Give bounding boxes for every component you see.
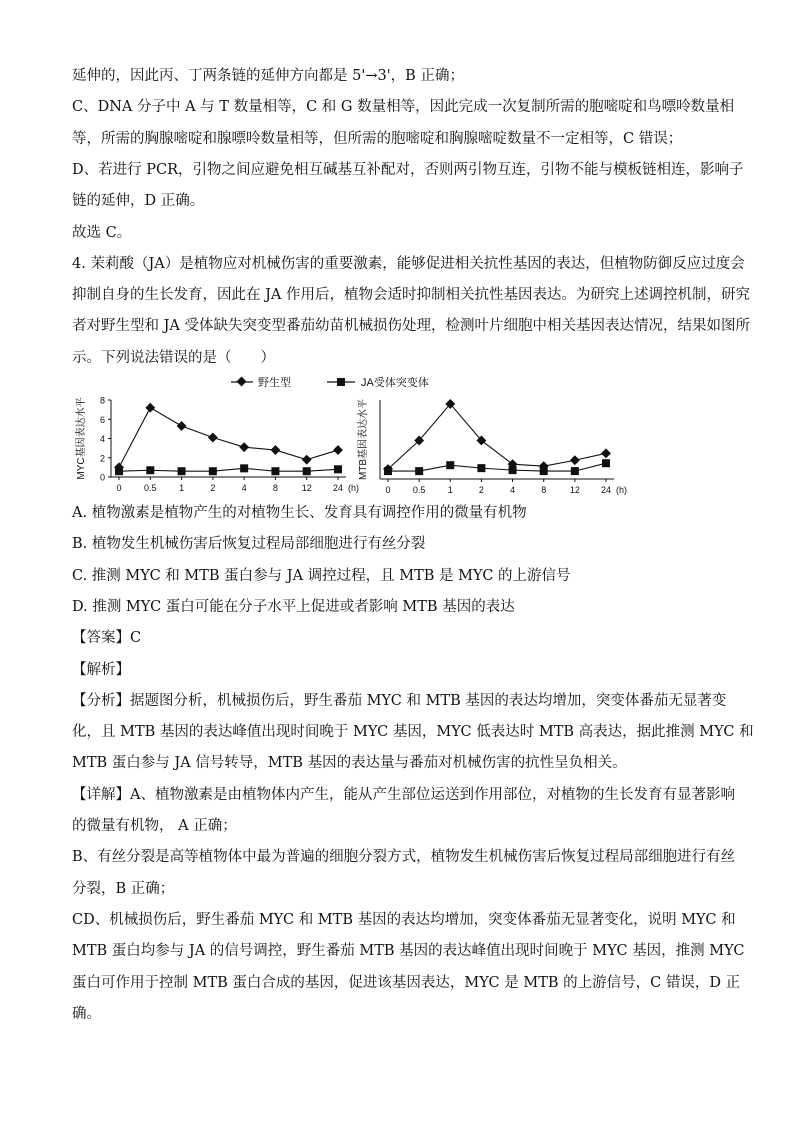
text-line: 等，所需的胸腺嘧啶和腺嘌呤数量相等，但所需的胞嘧啶和胸腺嘧啶数量不一定相等，C 错误； [72,130,683,147]
x-tick-label: 0.5 [144,483,157,493]
text-line: 示。下列说法错误的是（ ） [72,349,275,366]
text-line: 延伸的，因此丙、丁两条链的延伸方向都是 5'→3'，B 正确； [72,68,464,84]
mutant-point [477,464,485,472]
y-tick-label: 4 [99,434,105,444]
x-tick-label: 12 [569,485,580,495]
y-axis-label: MTB基因表达水平 [358,398,369,481]
text-line: 链的延伸，D 正确。 [72,193,205,210]
x-tick-label: 4 [510,485,516,495]
wild-type-point [333,445,343,455]
x-unit-label: (h) [616,485,627,495]
mutant-point [571,467,579,475]
mutant-point [334,465,342,473]
x-tick-label: 0 [116,483,122,493]
mutant-point [240,464,248,472]
x-tick-label: 0 [385,485,391,495]
mutant-point [271,467,279,475]
mutant-point [384,467,392,475]
x-tick-label: 2 [210,483,216,493]
y-tick-label: 0 [99,472,105,483]
y-axis-label: MYC基因表达水平 [76,397,87,480]
legend-mutant-marker-icon [337,378,345,386]
text-line: 抑制自身的生长发育，因此在 JA 作用后，植物会适时抑制相关抗性基因表达。为研究上述调控机制，研究 [72,287,750,304]
x-tick-label: 1 [447,485,453,495]
wild-type-point [177,421,187,431]
text-line: 者对野生型和 JA 受体缺失突变型番茄幼苗机械损伤处理，检测叶片细胞中相关基因表达情况，结果如图所 [72,318,750,335]
y-tick-label: 6 [99,414,105,425]
mutant-point [446,461,454,469]
text-line: 确。 [72,1005,101,1022]
mutant-point [415,467,423,475]
text-line: C、DNA 分子中 A 与 T 数量相等，C 和 G 数量相等，因此完成一次复制所需的胞嘧啶和鸟嘌呤数量相 [72,99,735,116]
text-line: CD、机械损伤后，野生番茄 MYC 和 MTB 基因的表达均增加，突变体番茄无显著变化，说明 MYC 和 [72,911,736,928]
text-line: B. 植物发生机械伤害后恢复过程局部细胞进行有丝分裂 [72,536,426,553]
legend-mutant-label: JA受体突变体 [361,377,429,389]
x-tick-label: 4 [241,483,247,493]
wild-type-point [270,445,280,455]
text-line: A. 植物激素是植物产生的对植物生长、发育具有调控作用的微量有机物 [72,505,527,521]
mutant-point [115,467,123,475]
text-line: 4. 茉莉酸（JA）是植物应对机械伤害的重要激素，能够促进相关抗性基因的表达，但植物防御反应过度会 [72,255,745,272]
x-tick-label: 8 [272,483,278,493]
myc-expression-chart [72,390,362,500]
x-tick-label: 12 [301,483,312,493]
text-line: 分裂，B 正确； [72,880,175,897]
text-line: 蛋白可作用于控制 MTB 蛋白合成的基因，促进该基因表达，MYC 是 MTB 的上游信号，C 错误，D 正 [72,974,741,991]
legend-wild-label: 野生型 [258,377,291,389]
text-line: D、若进行 PCR，引物之间应避免相互碱基互补配对，否则两引物互连，引物不能与模板链相连，影响子 [72,161,744,178]
y-tick-label: 8 [99,395,105,406]
chart-legend [225,372,485,392]
wild-type-point [145,403,155,413]
mutant-point [209,467,217,475]
text-line: 【解析】 [72,661,130,678]
mtb-expression-chart [352,390,632,500]
mutant-point [146,466,154,474]
text-line: 的微量有机物， A 正确； [72,818,237,834]
y-tick-label: 2 [99,453,105,464]
wild-type-point [601,448,611,458]
text-line: 【答案】C [72,630,142,647]
x-tick-label: 1 [179,483,185,493]
text-line: 【详解】A、植物激素是由植物体内产生，能从产生部位运送到作用部位，对植物的生长发育有显著影响 [72,786,735,803]
wild-type-point [239,442,249,452]
mutant-point [303,467,311,475]
mutant-point [540,467,548,475]
text-line: C. 推测 MYC 和 MTB 蛋白参与 JA 调控过程，且 MTB 是 MYC 的上游信号 [72,567,571,584]
text-line: D. 推测 MYC 蛋白可能在分子水平上促进或者影响 MTB 基因的表达 [72,598,515,615]
x-tick-label: 0.5 [412,485,426,495]
wild-type-point [208,433,218,443]
x-tick-label: 8 [541,485,547,495]
x-tick-label: 2 [478,485,484,495]
wild-type-point [570,455,580,465]
x-tick-label: 24 [600,485,612,495]
x-tick-label: 24 [332,483,344,493]
text-line: 【分析】据题图分析，机械损伤后，野生番茄 MYC 和 MTB 基因的表达均增加，突变体番茄无显著变 [72,692,727,709]
text-line: MTB 蛋白均参与 JA 的信号调控，野生番茄 MTB 基因的表达峰值出现时间晚于 MYC 基因，推测 MYC [72,943,745,960]
legend-wild-marker-icon [237,377,247,387]
text-line: 化，且 MTB 基因的表达峰值出现时间晚于 MYC 基因，MYC 低表达时 MTB 高表达，据此推测 MYC 和 [72,724,754,741]
mutant-point [602,459,610,467]
mutant-point [509,466,517,474]
mutant-point [178,467,186,475]
text-line: B、有丝分裂是高等植物体中最为普遍的细胞分裂方式，植物发生机械伤害后恢复过程局部细胞进行有丝 [72,849,736,866]
text-line: 故选 C。 [72,224,132,241]
x-unit-label: (h) [348,483,359,493]
text-line: MTB 蛋白参与 JA 信号转导，MTB 基因的表达量与番茄对机械伤害的抗性呈负相关。 [72,755,627,772]
wild-type-point [302,455,312,465]
